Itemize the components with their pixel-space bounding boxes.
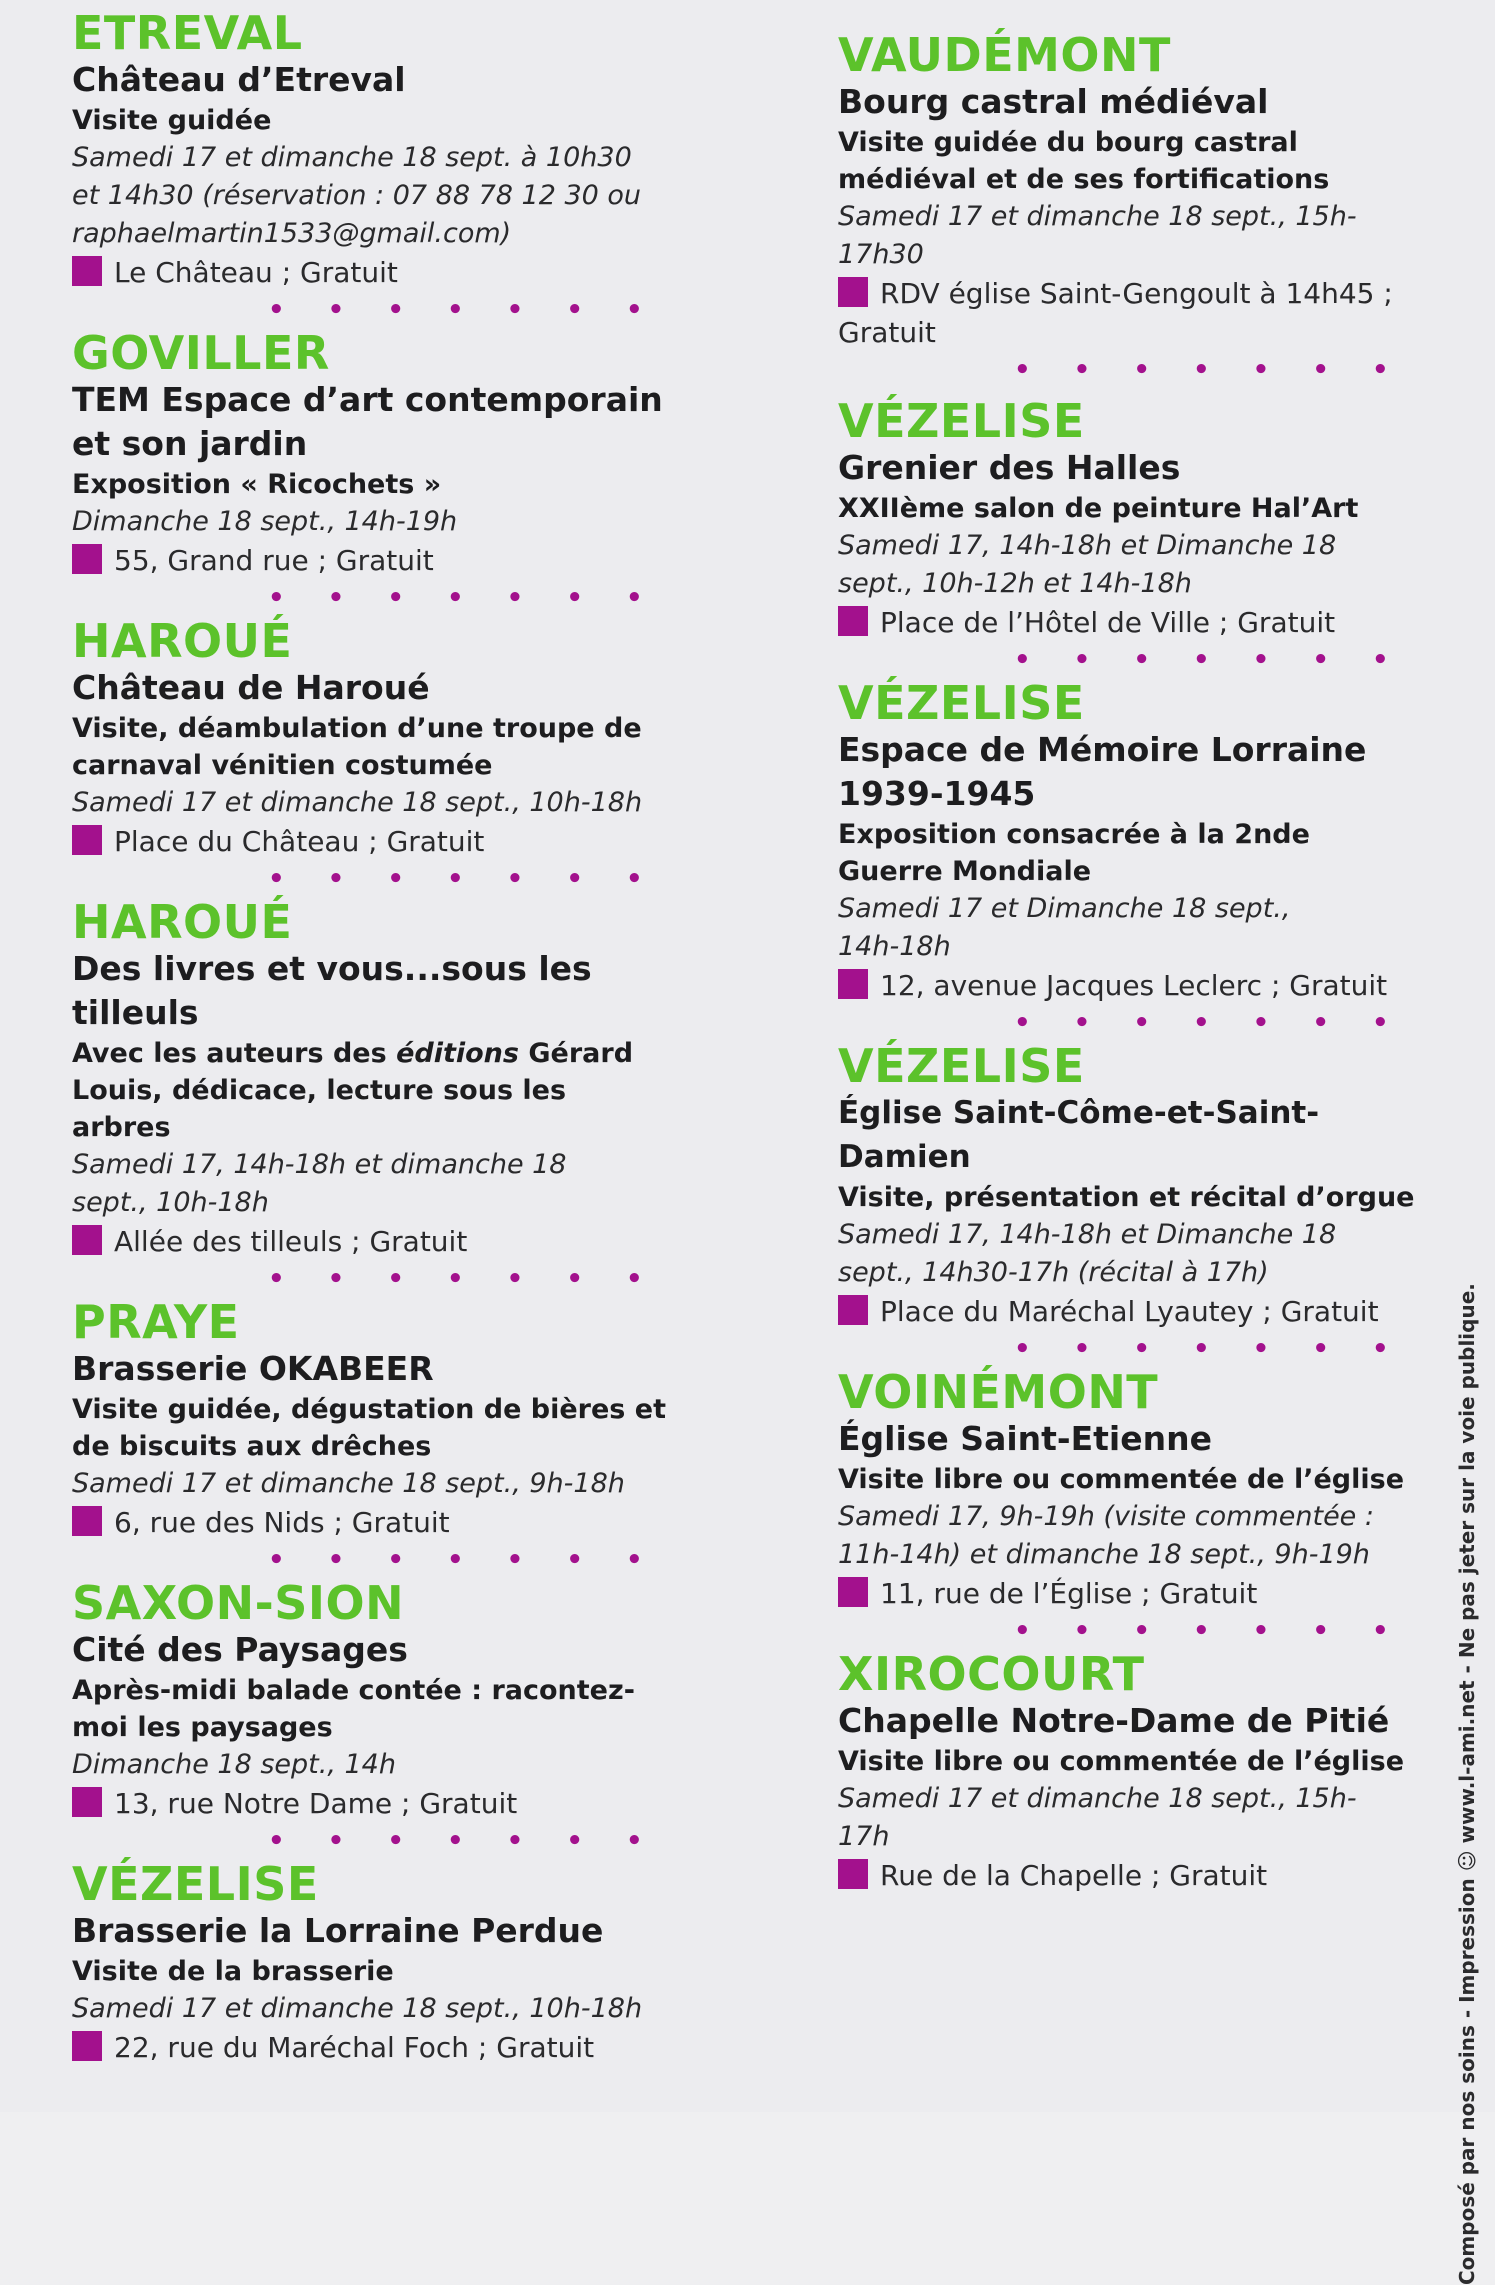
square-bullet-icon [72, 1225, 102, 1255]
event-dates: Samedi 17, 14h-18h et dimanche 18 sept., 10h-18h [72, 1149, 567, 1218]
activity-description: Visite guidée du bourg castral médiéval et de ses fortifications [838, 127, 1330, 195]
event-location [72, 1503, 712, 1542]
event-location [72, 253, 712, 292]
venue-name: Des livres et vous...sous les tilleuls [72, 949, 592, 1032]
event-dates: Samedi 17 et dimanche 18 sept. à 10h30 et 14h30 (réservation : 07 88 78 12 30 ou raphaelmartin1533@gmail.com) [72, 142, 642, 249]
activity-description: XXIIème salon de peinture Hal’Art [838, 493, 1359, 524]
activity-description: Visite libre ou commentée de l’église [838, 1746, 1405, 1777]
town-name: PRAYE [72, 1295, 240, 1349]
event-entry [838, 678, 1428, 1041]
event-dates: Samedi 17, 14h-18h et Dimanche 18 sept., 14h30-17h (récital à 17h) [838, 1219, 1337, 1288]
activity-description: Exposition « Ricochets » [72, 469, 442, 500]
event-location [72, 541, 712, 580]
dot-separator: • • • • • • • [268, 1545, 660, 1575]
town-name: GOVILLER [72, 326, 330, 380]
location-text: Allée des tilleuls ; Gratuit [114, 1225, 468, 1258]
event-entry [838, 396, 1428, 678]
event-dates: Samedi 17 et dimanche 18 sept., 10h-18h [72, 787, 643, 818]
event-entry [72, 616, 712, 897]
dot-separator: • • • • • • • [1014, 355, 1406, 385]
event-location [838, 603, 1428, 642]
dot-separator: • • • • • • • [268, 864, 660, 894]
town-name: VÉZELISE [838, 394, 1085, 448]
town-name: VÉZELISE [838, 676, 1085, 730]
activity-description: Visite, présentation et récital d’orgue [838, 1182, 1415, 1213]
venue-name: Église Saint-Côme-et-Saint-Damien [838, 1095, 1320, 1175]
event-location [72, 1784, 712, 1823]
venue-name: Chapelle Notre-Dame de Pitié [838, 1701, 1390, 1740]
dot-separator: • • • • • • • [1014, 1008, 1406, 1038]
location-text: 11, rue de l’Église ; Gratuit [880, 1577, 1258, 1610]
event-dates: Samedi 17, 9h-19h (visite commentée : 11h-14h) et dimanche 18 sept., 9h-19h [838, 1501, 1374, 1570]
event-dates: Samedi 17 et dimanche 18 sept., 10h-18h [72, 1993, 643, 2024]
activity-description: Visite guidée, dégustation de bières et de biscuits aux drêches [72, 1394, 666, 1462]
square-bullet-icon [72, 544, 102, 574]
event-dates: Dimanche 18 sept., 14h [72, 1749, 396, 1780]
activity-description: Après-midi balade contée : racontez-moi les paysages [72, 1675, 635, 1743]
venue-name: Espace de Mémoire Lorraine 1939-1945 [838, 730, 1367, 813]
square-bullet-icon [838, 1577, 868, 1607]
event-entry [838, 1041, 1428, 1367]
event-entry [72, 8, 712, 328]
venue-name: Château de Haroué [72, 668, 430, 707]
town-name: VÉZELISE [72, 1857, 319, 1911]
location-text: Rue de la Chapelle ; Gratuit [880, 1859, 1268, 1892]
square-bullet-icon [72, 256, 102, 286]
town-name: VOINÉMONT [838, 1365, 1159, 1419]
event-location [838, 274, 1418, 352]
event-entry [72, 1297, 712, 1578]
event-location [72, 1222, 712, 1261]
location-text: 12, avenue Jacques Leclerc ; Gratuit [880, 969, 1388, 1002]
location-text: 13, rue Notre Dame ; Gratuit [114, 1787, 518, 1820]
venue-name: Église Saint-Etienne [838, 1419, 1212, 1458]
dot-separator: • • • • • • • [268, 1826, 660, 1856]
event-entry [72, 1578, 712, 1859]
event-entry [72, 1859, 712, 2067]
square-bullet-icon [838, 277, 868, 307]
activity-text: Avec les auteurs des [72, 1038, 397, 1069]
town-name: VAUDÉMONT [838, 28, 1171, 82]
dot-separator: • • • • • • • [268, 583, 660, 613]
publisher-emphasis: éditions [396, 1038, 519, 1069]
activity-description: Exposition consacrée à la 2nde Guerre Mondiale [838, 819, 1310, 887]
venue-name: Cité des Paysages [72, 1630, 408, 1669]
dot-separator: • • • • • • • [1014, 1616, 1406, 1646]
location-text: Place de l’Hôtel de Ville ; Gratuit [880, 606, 1336, 639]
square-bullet-icon [72, 2031, 102, 2061]
venue-name: Grenier des Halles [838, 448, 1181, 487]
location-text: Place du Château ; Gratuit [114, 825, 485, 858]
square-bullet-icon [838, 969, 868, 999]
square-bullet-icon [72, 1787, 102, 1817]
event-dates: Dimanche 18 sept., 14h-19h [72, 506, 458, 537]
event-dates: Samedi 17 et dimanche 18 sept., 9h-18h [72, 1468, 625, 1499]
square-bullet-icon [838, 1859, 868, 1889]
location-text: 55, Grand rue ; Gratuit [114, 544, 434, 577]
event-dates: Samedi 17 et Dimanche 18 sept., 14h-18h [838, 893, 1291, 962]
event-dates: Samedi 17, 14h-18h et Dimanche 18 sept., 10h-12h et 14h-18h [838, 530, 1337, 599]
location-text: Place du Maréchal Lyautey ; Gratuit [880, 1295, 1379, 1328]
event-entry [838, 1367, 1428, 1649]
activity-text: Gérard Louis, dédicace, lecture sous les arbres [72, 1038, 634, 1143]
activity-description: Visite, déambulation d’une troupe de carnaval vénitien costumée [72, 713, 642, 781]
event-location [72, 822, 712, 861]
activity-description: Visite libre ou commentée de l’église [838, 1464, 1405, 1495]
location-text: Le Château ; Gratuit [114, 256, 398, 289]
event-location [838, 1574, 1428, 1613]
square-bullet-icon [838, 1295, 868, 1325]
town-name: HAROUÉ [72, 895, 293, 949]
town-name: HAROUÉ [72, 614, 293, 668]
town-name: VÉZELISE [838, 1039, 1085, 1093]
event-location [72, 2028, 712, 2067]
event-entry [838, 1649, 1428, 1895]
event-location [838, 1856, 1428, 1895]
event-dates: Samedi 17 et dimanche 18 sept., 15h-17h30 [838, 201, 1357, 270]
venue-name: Château d’Etreval [72, 60, 406, 99]
event-dates: Samedi 17 et dimanche 18 sept., 15h-17h [838, 1783, 1357, 1852]
event-location [838, 1292, 1428, 1331]
event-entry [72, 897, 712, 1297]
event-entry [72, 328, 712, 616]
venue-name: TEM Espace d’art contemporain et son jardin [72, 380, 663, 463]
activity-description: Visite guidée [72, 105, 272, 136]
activity-description: Visite de la brasserie [72, 1956, 394, 1987]
venue-name: Brasserie OKABEER [72, 1349, 434, 1388]
square-bullet-icon [72, 1506, 102, 1536]
square-bullet-icon [72, 825, 102, 855]
dot-separator: • • • • • • • [268, 1264, 660, 1294]
location-text: 6, rue des Nids ; Gratuit [114, 1506, 450, 1539]
activity-description [72, 1035, 672, 1146]
venue-name: Bourg castral médiéval [838, 82, 1269, 121]
dot-separator: • • • • • • • [1014, 1334, 1406, 1364]
event-entry [838, 30, 1428, 388]
square-bullet-icon [838, 606, 868, 636]
venue-name: Brasserie la Lorraine Perdue [72, 1911, 604, 1950]
dot-separator: • • • • • • • [268, 295, 660, 325]
town-name: ETREVAL [72, 6, 303, 60]
town-name: SAXON-SION [72, 1576, 405, 1630]
location-text: RDV église Saint-Gengoult à 14h45 ; Gratuit [838, 277, 1393, 349]
printer-credit-note: Composé par nos soins - Impression ☺ www.l-ami.net - Ne pas jeter sur la voie publique. [1455, 1283, 1479, 2285]
left-column [72, 0, 712, 2064]
right-column [838, 28, 1428, 1892]
event-location [838, 966, 1428, 1005]
town-name: XIROCOURT [838, 1647, 1145, 1701]
dot-separator: • • • • • • • [1014, 645, 1406, 675]
location-text: 22, rue du Maréchal Foch ; Gratuit [114, 2031, 595, 2064]
